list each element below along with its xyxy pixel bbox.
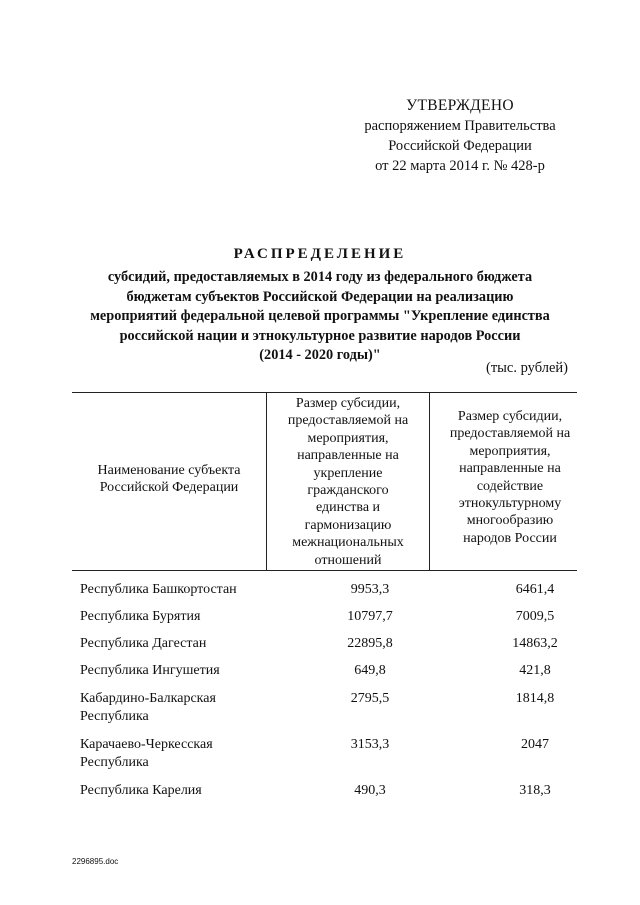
column-header-unity — [267, 395, 429, 569]
column-header-subject — [72, 462, 266, 497]
subject-name: Республика Дагестан — [80, 636, 207, 651]
subject-name: Республика Ингушетия — [80, 663, 220, 678]
ethnocultural-value: 421,8 — [519, 663, 551, 678]
subject-name: Республика Башкортостан — [80, 582, 237, 597]
unity-value: 490,3 — [354, 783, 386, 798]
header-line: многообразию — [466, 513, 554, 529]
approval-line-1: распоряжением Правительства — [364, 118, 556, 134]
approval-block — [330, 96, 590, 176]
header-line: этнокультурному — [458, 496, 562, 512]
header-line: народов России — [463, 530, 557, 546]
subtitle-line: российской нации и этнокультурное развитие народов России — [119, 327, 521, 344]
subtitle-line: (2014 - 2020 годы)" — [259, 347, 381, 363]
header-line: направленные на — [297, 448, 399, 464]
header-line: мероприятия, — [307, 430, 389, 446]
unity-value: 9953,3 — [350, 582, 390, 597]
ethnocultural-value: 318,3 — [519, 783, 551, 798]
ethnocultural-value: 14863,2 — [512, 636, 558, 651]
header-line: Российской Федерации — [99, 480, 239, 496]
table-top-rule — [72, 392, 577, 393]
ethnocultural-value: 6461,4 — [515, 582, 555, 597]
approval-line-2: Российской Федерации — [388, 138, 532, 154]
header-line: предоставляемой на — [287, 413, 409, 429]
document-subtitle — [40, 268, 600, 366]
header-line: гармонизацию — [304, 517, 392, 533]
subject-name: Республика Бурятия — [80, 609, 201, 624]
ethnocultural-value: 7009,5 — [515, 609, 555, 624]
table-row — [80, 782, 580, 822]
header-line: мероприятия, — [469, 443, 551, 459]
table-row — [80, 690, 580, 730]
units-label: (тыс. рублей) — [486, 360, 568, 376]
approval-line-3: от 22 марта 2014 г. № 428-р — [375, 158, 545, 174]
unity-value: 22895,8 — [347, 636, 393, 651]
approval-heading: УТВЕРЖДЕНО — [406, 97, 514, 114]
column-header-ethnocultural — [430, 408, 590, 547]
subject-name: Карачаево-Черкесская Республика — [80, 737, 213, 770]
header-line: межнациональных — [292, 535, 404, 551]
unity-value: 3153,3 — [350, 737, 390, 752]
header-line: Размер субсидии, — [457, 409, 563, 424]
unity-value: 10797,7 — [347, 609, 393, 624]
subtitle-line: субсидий, предоставляемых в 2014 году из федерального бюджета — [107, 269, 533, 285]
subject-name: Кабардино-Балкарская Республика — [80, 691, 216, 724]
header-line: отношений — [314, 552, 382, 568]
unity-value: 649,8 — [354, 663, 386, 678]
ethnocultural-value: 2047 — [521, 737, 549, 752]
header-line: Размер субсидии, — [295, 396, 401, 411]
header-line: единства и — [315, 500, 381, 516]
header-line: гражданского — [307, 483, 389, 499]
ethnocultural-value: 1814,8 — [515, 691, 555, 706]
header-line: Наименование субъекта — [97, 463, 241, 478]
header-line: содействие — [476, 478, 544, 494]
subtitle-line: мероприятий федеральной целевой программы "Укрепление единства — [90, 308, 550, 324]
table-header-bottom-rule — [72, 570, 577, 571]
table-row — [80, 736, 580, 776]
header-line: предоставляемой на — [449, 426, 571, 442]
subtitle-line: бюджетам субъектов Российской Федерации на реализацию — [126, 288, 514, 305]
unity-value: 2795,5 — [350, 691, 390, 706]
document-title: РАСПРЕДЕЛЕНИЕ — [233, 246, 407, 262]
file-name-footer: 2296895.doc — [72, 857, 119, 866]
subject-name: Республика Карелия — [80, 783, 202, 798]
header-line: укрепление — [313, 465, 383, 481]
header-line: направленные на — [459, 461, 561, 477]
